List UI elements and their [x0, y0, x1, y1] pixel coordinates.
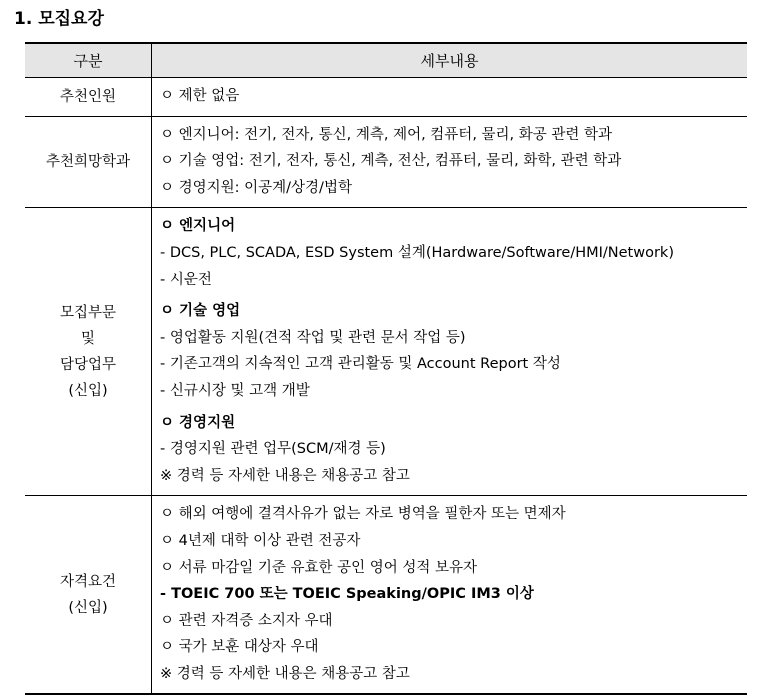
- row-details: [152, 208, 748, 496]
- detail-line: - 기존고객의 지속적인 고객 관리활동 및 Account Report 작성: [160, 356, 561, 373]
- header-details: 세부내용: [152, 43, 748, 78]
- detail-line: - 경영지원 관련 업무(SCM/재경 등): [160, 441, 386, 458]
- label-line: 및: [80, 330, 95, 347]
- detail-line: ㅇ 서류 마감일 기준 유효한 공인 영어 성적 보유자: [160, 559, 478, 576]
- row-recommend-count: [25, 78, 747, 117]
- detail-line: ㅇ 4년제 대학 이상 관련 전공자: [160, 532, 361, 549]
- detail-line: ㅇ 해외 여행에 결격사유가 없는 자로 병역을 필한자 또는 면제자: [160, 506, 566, 523]
- row-label: [25, 116, 152, 208]
- section-heading: 1. 모집요강: [14, 9, 104, 29]
- row-details: [152, 116, 748, 208]
- section-title: ㅇ 경영지원: [160, 414, 236, 431]
- row-label: [25, 496, 152, 695]
- recruitment-table: [25, 42, 747, 695]
- detail-line: - 신규시장 및 고객 개발: [160, 382, 310, 399]
- row-label: [25, 78, 152, 117]
- row-label: [25, 208, 152, 496]
- detail-line: - 시운전: [160, 271, 212, 288]
- detail-line: - TOEIC 700 또는 TOEIC Speaking/OPIC IM3 이상: [160, 586, 534, 603]
- row-qualifications: [25, 496, 747, 695]
- detail-line: - 영업활동 지원(견적 작업 및 관련 문서 작업 등): [160, 329, 466, 346]
- section-title: ㅇ 기술 영업: [160, 303, 241, 320]
- detail-line: ㅇ 국가 보훈 대상자 우대: [160, 639, 319, 656]
- detail-line: ㅇ 엔지니어: 전기, 전자, 통신, 계측, 제어, 컴퓨터, 물리, 화공 관련 학과: [160, 126, 613, 143]
- detail-line: ㅇ 경영지원: 이공계/상경/법학: [160, 179, 352, 196]
- section-title: ㅇ 엔지니어: [160, 218, 236, 235]
- header-category: 구분: [25, 43, 152, 78]
- row-details: [152, 78, 748, 117]
- row-details: [152, 496, 748, 695]
- note-line: ※ 경력 등 자세한 내용은 채용공고 참고: [160, 665, 410, 682]
- detail-line: ㅇ 기술 영업: 전기, 전자, 통신, 계측, 전산, 컴퓨터, 물리, 화학, 관련 학과: [160, 153, 622, 170]
- label-line: 모집부문: [59, 304, 117, 321]
- label-line: (신입): [68, 599, 108, 616]
- label-line: 추천인원: [59, 88, 117, 105]
- label-line: 담당업무: [59, 356, 117, 373]
- detail-line: ㅇ 관련 자격증 소지자 우대: [160, 612, 333, 629]
- detail-line: ㅇ 제한 없음: [160, 88, 240, 104]
- row-recruit-division: [25, 208, 747, 496]
- row-preferred-majors: [25, 116, 747, 208]
- label-line: 자격요건: [59, 573, 117, 590]
- label-line: (신입): [68, 382, 108, 399]
- label-line: 추천희망학과: [45, 153, 131, 170]
- detail-line: - DCS, PLC, SCADA, ESD System 설계(Hardware/Software/HMI/Network): [160, 244, 674, 261]
- note-line: ※ 경력 등 자세한 내용은 채용공고 참고: [160, 467, 410, 484]
- table-header-row: [25, 43, 747, 78]
